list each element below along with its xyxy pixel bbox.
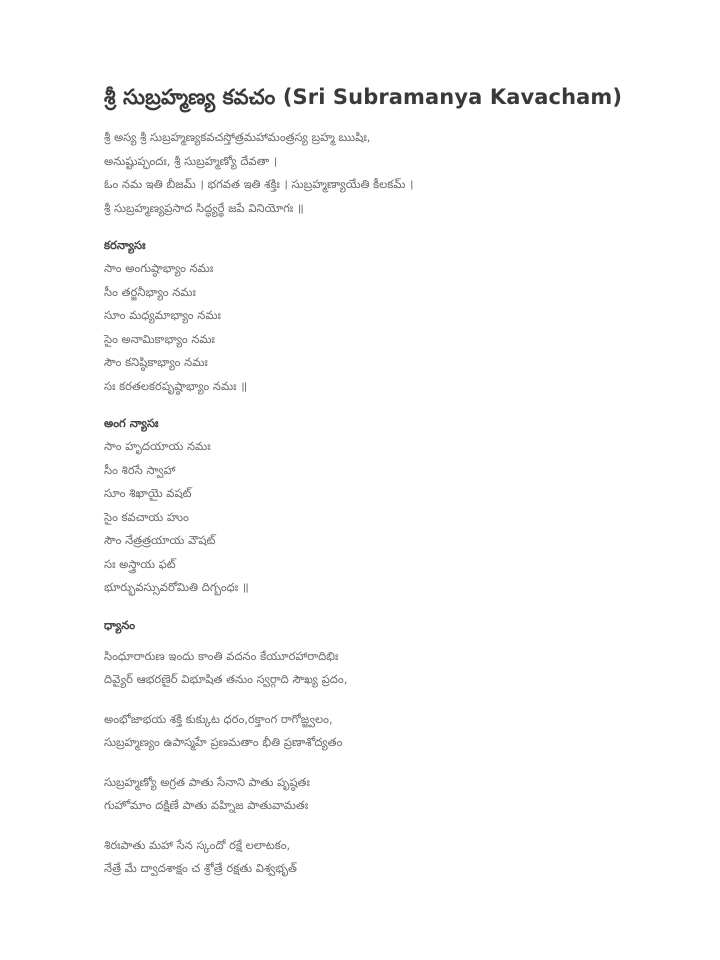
dhyanam-line: అంభోజాభయ శక్తి కుక్కుట ధరం,రక్తాంగ రాగోజ్జ్వలం, — [104, 711, 333, 726]
anga-nyasa-line: సః అస్త్రాయ ఫట్ — [104, 556, 176, 571]
intro-line: శ్రీ అస్య శ్రీ సుబ్రహ్మణ్యకవచస్తోత్రమహామంత్రస్య బ్రహ్మ ఋషిః, — [104, 130, 371, 144]
intro-block — [104, 126, 624, 220]
kavacham-line: నేత్రే మే ద్వాదశాక్షం చ శ్రోత్రే రక్షతు విశ్వభృత్ — [104, 861, 297, 875]
dhyanam-stanza — [104, 708, 624, 755]
anga-nyasa-heading: అంగ న్యాసః — [104, 416, 159, 430]
kara-nyasa-line: సీం తర్జనీభ్యాం నమః — [104, 284, 196, 299]
dhyanam-line: దివ్యైర్ ఆభరణైర్ విభూషిత తనుం స్వర్గాది సౌఖ్య ప్రదం, — [104, 672, 348, 686]
anga-nyasa-section — [104, 412, 624, 600]
kara-nyasa-line: సః కరతలకరపృష్ఠాభ్యాం నమః ॥ — [104, 378, 248, 393]
intro-line: అనుష్టుప్ఛందః, శ్రీ సుబ్రహ్మణ్యో దేవతా । — [104, 153, 278, 168]
dhyanam-line: సుబ్రహ్మణ్యం ఉపాస్మహే ప్రణమతాం భీతి ప్రణాశోద్యతం — [104, 735, 343, 749]
dhyanam-line: సింధూరారుణ ఇందు కాంతి వదనం కేయూరహారాదిభిః — [104, 648, 339, 663]
dhyanam-heading: ధ్యానం — [104, 617, 136, 632]
anga-nyasa-line: సాం హృదయాయ నమః — [104, 439, 211, 453]
intro-line: ఓం నమ ఇతి బీజమ్ । భగవత ఇతి శక్తిః । సుబ్రహ్మణ్యాయేతి కీలకమ్ । — [104, 177, 414, 191]
dhyanam-section — [104, 614, 624, 881]
kavacham-line: శిరఃపాతు మహా సేన స్కందో రక్షే లలాటకం, — [104, 837, 291, 852]
kara-nyasa-line: సూం మధ్యమాభ్యాం నమః — [104, 308, 221, 322]
anga-nyasa-line: సూం శిఖాయై వషట్ — [104, 486, 192, 500]
kara-nyasa-line: సౌం కనిష్ఠికాభ్యాం నమః — [104, 355, 208, 369]
anga-nyasa-line: భూర్భువస్సువరోమితి దిగ్బంధః ॥ — [104, 580, 249, 594]
kara-nyasa-heading: కరన్యాసః — [104, 238, 146, 252]
kavacham-stanza — [104, 771, 624, 818]
dhyanam-stanza — [104, 645, 624, 692]
kavacham-stanza — [104, 834, 624, 881]
anga-nyasa-line: సైం కవచాయ హుం — [104, 509, 189, 524]
kara-nyasa-line: సాం అంగుష్ఠాభ్యాం నమః — [104, 261, 214, 275]
kavacham-line: గుహోమాం దక్షిణే పాతు వహ్నిజ పాతువామతః — [104, 798, 309, 812]
kara-nyasa-section — [104, 234, 624, 398]
page-title: శ్రీ సుబ్రహ్మణ్య కవచం (Sri Subramanya Kavacham) — [104, 85, 623, 109]
document-page — [104, 82, 624, 881]
anga-nyasa-line: సౌం నేత్రత్రయాయ వౌషట్ — [104, 533, 216, 547]
intro-line: శ్రీ సుబ్రహ్మణ్యప్రసాద సిద్ధ్యర్థే జపే వినియోగః ॥ — [104, 200, 304, 215]
kara-nyasa-line: సైం అనామికాభ్యాం నమః — [104, 331, 215, 346]
anga-nyasa-line: సీం శిరసే స్వాహా — [104, 462, 176, 477]
kavacham-line: సుబ్రహ్మణ్యో అగ్రత పాతు సేనాని పాతు పృష్ఠతః — [104, 774, 310, 789]
